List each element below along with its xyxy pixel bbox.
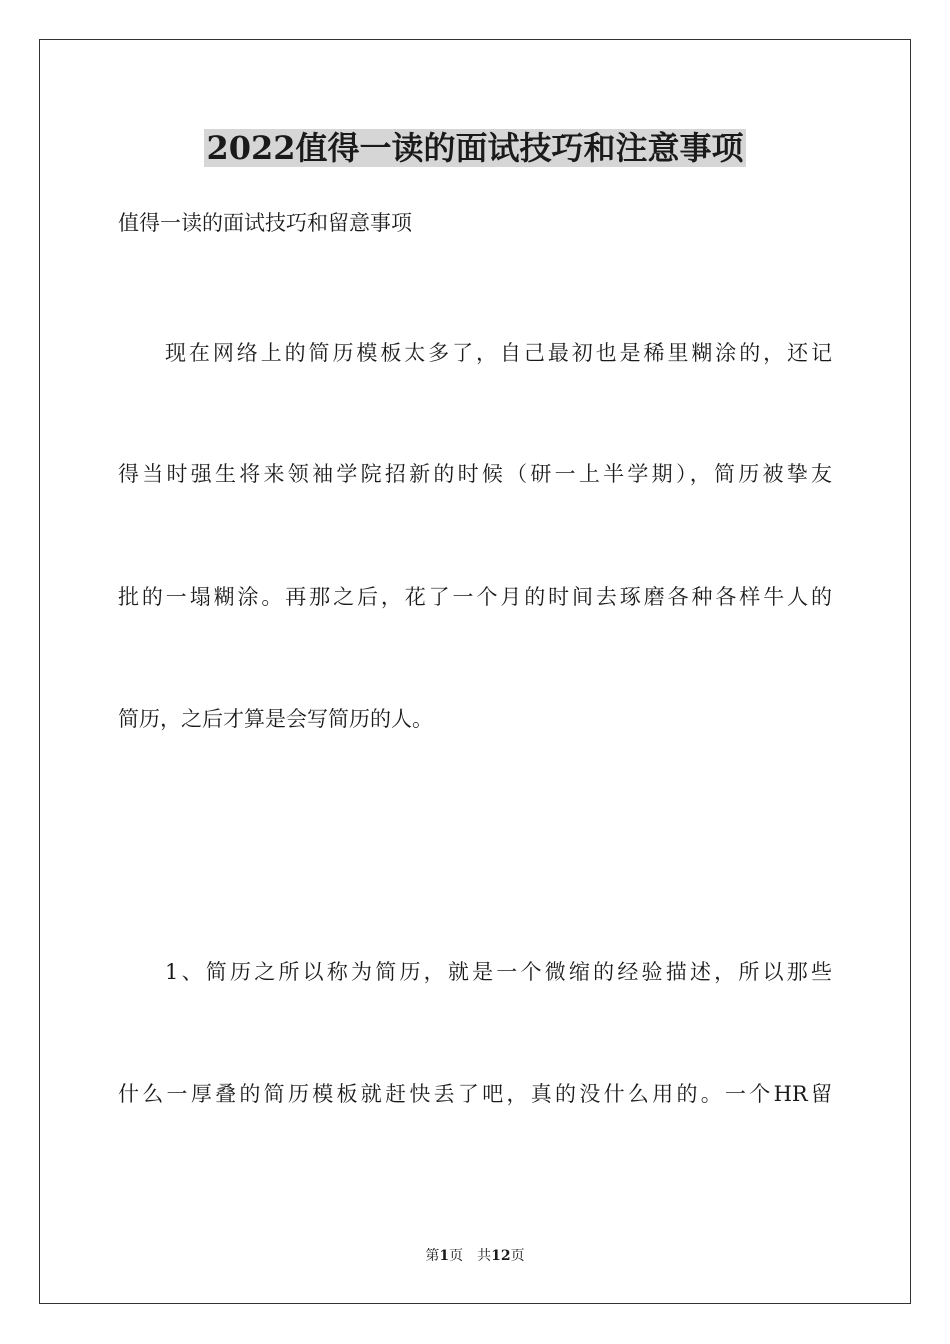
document-title-text: 2022值得一读的面试技巧和注意事项 xyxy=(206,129,744,167)
page-suffix: 页 xyxy=(449,1248,464,1264)
paragraph-1-line-2: 得当时强生将来领袖学院招新的时候（研一上半学期），简历被挚友 xyxy=(118,462,832,486)
total-prefix: 共 xyxy=(477,1248,492,1264)
document-subtitle: 值得一读的面试技巧和留意事项 xyxy=(118,211,412,235)
page-current: 1 xyxy=(439,1248,450,1264)
page-footer xyxy=(0,1246,950,1266)
total-suffix: 页 xyxy=(510,1248,525,1264)
paragraph-2-line-2: 什么一厚叠的简历模板就赶快丢了吧，真的没什么用的。一个HR留 xyxy=(118,1082,832,1106)
page-total: 12 xyxy=(491,1248,511,1264)
paragraph-2-line-1: 1、简历之所以称为简历，就是一个微缩的经验描述，所以那些 xyxy=(165,960,832,984)
document-title xyxy=(0,126,950,170)
paragraph-1-line-1: 现在网络上的简历模板太多了，自己最初也是稀里糊涂的，还记 xyxy=(165,341,832,365)
page-prefix: 第 xyxy=(425,1248,440,1264)
paragraph-1-line-4: 简历，之后才算是会写简历的人。 xyxy=(118,707,433,731)
paragraph-1-line-3: 批的一塌糊涂。再那之后，花了一个月的时间去琢磨各种各样牛人的 xyxy=(118,585,832,609)
